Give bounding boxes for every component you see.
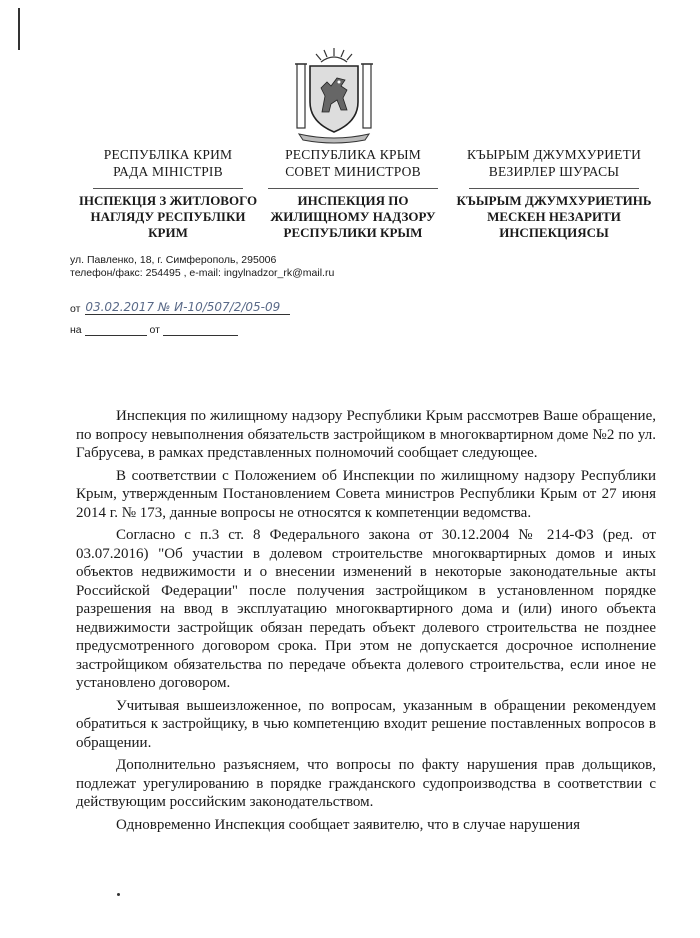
ukrainian-dept-line2: НАГЛЯДУ РЕСПУБЛІКИ [90, 209, 246, 224]
incoming-date-blank [163, 335, 238, 336]
ukrainian-dept-line1: ІНСПЕКЦІЯ З ЖИТЛОВОГО [78, 193, 258, 208]
address-block [70, 254, 334, 280]
crimean-tatar-dept-line3: ИНСПЕКЦИЯСЫ [499, 225, 609, 240]
crimean-tatar-divider [469, 188, 639, 189]
ukrainian-divider [93, 188, 243, 189]
scan-speck [117, 893, 120, 896]
binding-mark [18, 8, 20, 50]
crimean-tatar-dept-line1: КЪЫРЫМ ДЖУМХУРИЕТИНЬ [456, 193, 652, 208]
body-paragraph-5: Дополнительно разъясняем, что вопросы по факту нарушения прав дольщиков, подлежат урегулированию в порядке гражданского судопроизводства в соответствии с действующим российским законодательством. [76, 757, 656, 810]
body-paragraph-6: Одновременно Инспекция сообщает заявителю, что в случае нарушения [116, 816, 581, 833]
ukrainian-name-line1: РЕСПУБЛІКА КРИМ [103, 147, 233, 162]
body-paragraph-2: В соответствии с Положением об Инспекции по жилищному надзору Республики Крым, утвержденным Постановлением Совета министров Республики Крым от 27 июня 2014 г. № 173, данные вопросы не относятся к компетенции ведомства. [76, 467, 656, 521]
body-paragraph-1: Инспекция по жилищному надзору Республики Крым рассмотрев Ваше обращение, по вопросу невыполнения обязательств застройщиком в многоквартирном доме №2 по ул. Габрусева, в рамках представленных полномочий сообщает следующее. [76, 408, 656, 461]
crimea-coat-of-arms-icon [291, 44, 377, 144]
to-date-label: от [149, 324, 160, 336]
body-paragraph-3: Согласно с п.3 ст. 8 Федерального закона от 30.12.2004 № 214-ФЗ (ред. от 03.07.2016) "Об участии в долевом строительстве многоквартирных домов и иных объектов недвижимости и о внесении изменений в некоторые законодательные акты Российской Федерации" после получения застройщиком в установленном порядке разрешения на ввод в эксплуатацию многоквартирного дома и (или) иного объекта недвижимости застройщик обязан передать объект долевого строительства не позднее предусмотренного договором срока. При этом не допускается досрочное исполнение застройщиком обязательства по передаче объекта долевого строительства, если иное не установлено договором. [76, 527, 656, 691]
ukrainian-dept-line3: КРИМ [148, 225, 188, 240]
address-contacts: телефон/факс: 254495 , e-mail: ingylnadzor_rk@mail.ru [70, 267, 335, 279]
incoming-number-blank [85, 335, 147, 336]
header-crimean-tatar [454, 146, 654, 241]
header-russian [258, 146, 448, 241]
ukrainian-name-line2: РАДА МІНІСТРІВ [113, 164, 223, 179]
from-label: от [70, 303, 81, 315]
crimean-tatar-dept-line2: МЕСКЕН НЕЗАРИТИ [487, 209, 621, 224]
crimean-tatar-name-line1: КЪЫРЫМ ДЖУМХУРИЕТИ [466, 147, 642, 162]
to-label: на [70, 324, 82, 336]
crimean-tatar-name-line2: ВЕЗИРЛЕР ШУРАСЫ [488, 164, 620, 179]
russian-dept-line2: ЖИЛИЩНОМУ НАДЗОРУ [270, 209, 436, 224]
incoming-reference [70, 324, 238, 336]
russian-dept-line1: ИНСПЕКЦИЯ ПО [297, 193, 409, 208]
russian-divider [268, 188, 438, 189]
address-street: ул. Павленко, 18, г. Симферополь, 295006 [70, 254, 277, 266]
russian-dept-line3: РЕСПУБЛИКИ КРЫМ [283, 225, 423, 240]
outgoing-reference [70, 300, 290, 315]
reference-number-handwritten: 03.02.2017 № И-10/507/2/05-09 [85, 300, 281, 314]
russian-name-line1: РЕСПУБЛИКА КРЫМ [285, 147, 421, 162]
russian-name-line2: СОВЕТ МИНИСТРОВ [285, 164, 421, 179]
reference-number-field [85, 300, 290, 315]
letter-body [76, 407, 656, 838]
header-ukrainian [78, 146, 258, 241]
body-paragraph-4: Учитывая вышеизложенное, по вопросам, указанным в обращении рекомендуем обратиться к застройщику, в чью компетенцию входит решение поставленных вопросов в обращении. [76, 697, 656, 751]
